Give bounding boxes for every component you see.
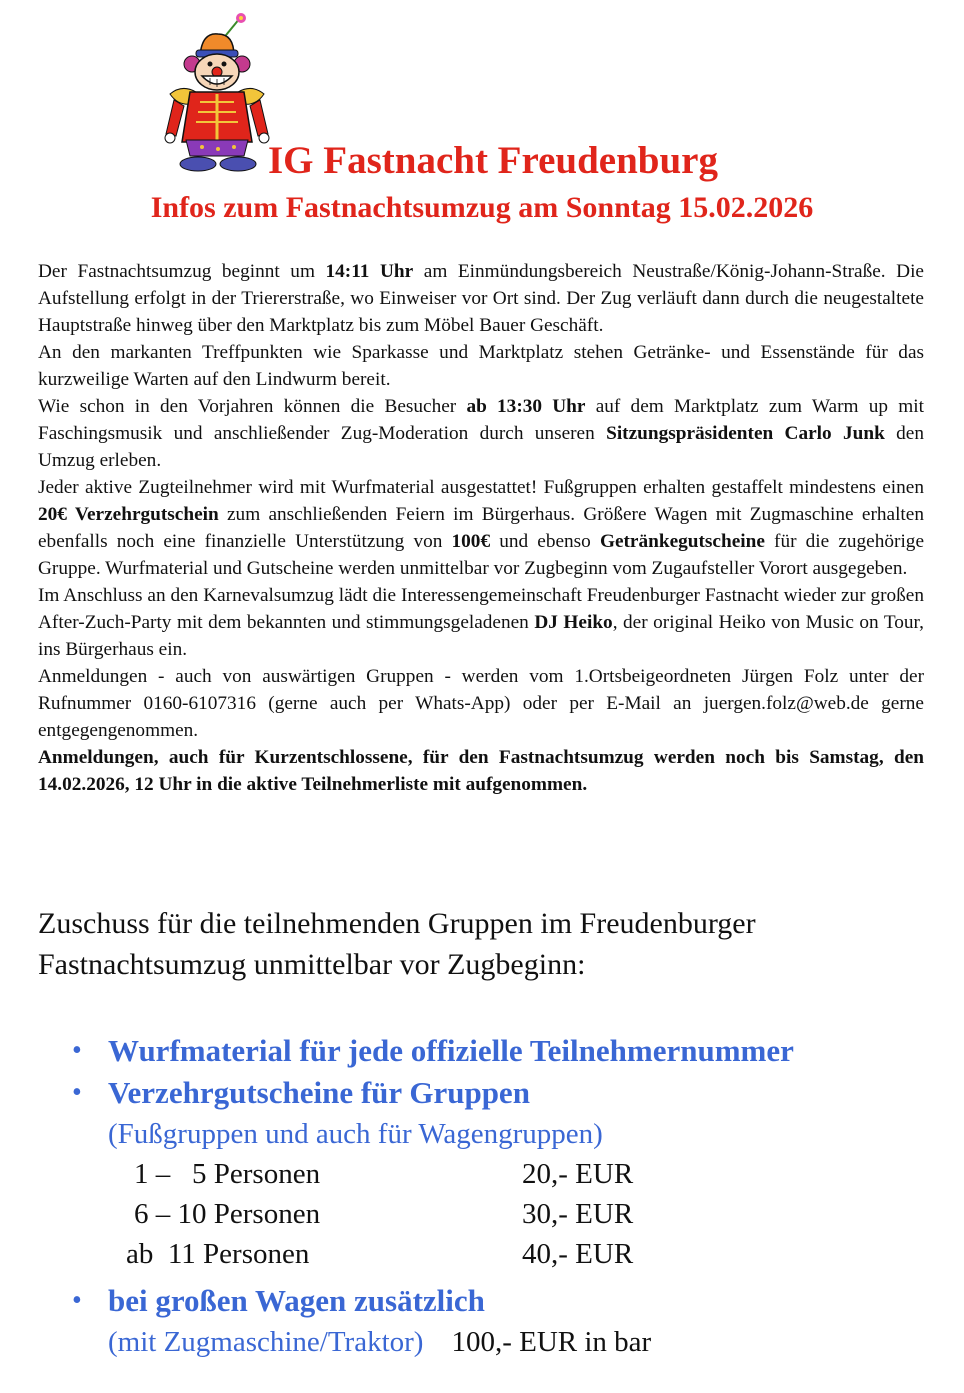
text-segment: zum anschließenden Feiern im Bürgerhaus. Größere Wagen mit Zugmaschine erhalten ebenfalls noch eine finanzielle Unterstützung von — [38, 504, 924, 552]
large-wagon-amount: 100,- EUR in bar — [451, 1326, 652, 1358]
text-segment: , der original Heiko von Music on Tour, ins Bürgerhaus ein. — [38, 612, 925, 660]
page-title: IG Fastnacht Freudenburg — [268, 139, 718, 182]
text-segment: Im Anschluss an den Karnevalsumzug lädt die Interessengemeinschaft Freudenburger Fastnacht wieder zur großen After-Zuch-Party mit dem bekannten und stimmungsgeladenen — [38, 585, 924, 633]
text-segment: Jeder aktive Zugteilnehmer wird mit Wurfmaterial ausgestattet! Fußgruppen erhalten gestaffelt mindestens einen — [38, 477, 924, 498]
text-segment: den Umzug erleben. — [38, 423, 924, 471]
price-amount: 40,- EUR — [522, 1238, 634, 1270]
paragraph-registration: Anmeldungen - auch von auswärtigen Gruppen - werden vom 1.Ortsbeigeordneten Jürgen Folz unter der Rufnummer 0160-6107316 (gerne auch per Whats-App) oder per E-Mail an juergen.folz@web.de gerne entgegengenommen. — [38, 666, 924, 741]
start-time: 14:11 Uhr — [325, 261, 414, 282]
subsidy-heading-line-2: Fastnachtsumzug unmittelbar vor Zugbeginn: — [38, 948, 586, 981]
paragraph-after-party — [38, 582, 924, 663]
price-row — [108, 1194, 952, 1234]
paragraph-participants — [38, 474, 924, 582]
text-segment: und ebenso — [490, 531, 600, 552]
bullet-icon: • — [72, 1035, 82, 1066]
text-segment: für die zugehörige Gruppe. Wurfmaterial und Gutscheine werden unmittelbar vor Zugbeginn vom Zugaufsteller Vorort ausgegeben. — [38, 531, 924, 579]
warmup-time: ab 13:30 Uhr — [466, 396, 586, 417]
moderator-name: Sitzungspräsidenten Carlo Junk — [606, 423, 885, 444]
price-amount: 30,- EUR — [522, 1198, 634, 1230]
benefits-list — [72, 1030, 952, 1362]
voucher-amount: 20€ Verzehrgutschein — [38, 504, 219, 525]
drink-vouchers: Getränkegutscheine — [599, 531, 765, 552]
price-label: ab 11 Personen — [126, 1238, 310, 1270]
price-row — [108, 1154, 952, 1194]
list-item — [72, 1280, 952, 1362]
large-wagon-row — [108, 1322, 952, 1362]
bullet-icon: • — [72, 1285, 82, 1316]
support-amount: 100€ — [451, 531, 491, 552]
list-item — [72, 1072, 952, 1274]
clown-mascot-illustration — [152, 10, 274, 174]
list-item — [72, 1030, 952, 1072]
paragraph-start-time — [38, 258, 924, 339]
text-segment: Der Fastnachtsumzug beginnt um — [38, 261, 326, 282]
paragraph-deadline — [38, 744, 924, 798]
text-segment: am Einmündungsbereich Neustraße/König-Johann-Straße. Die Aufstellung erfolgt in der Triererstraße, wo Einweiser vor Ort sind. Der Zug verläuft dann durch die neugestaltete Hauptstraße hinweg über den Marktplatz bis zum Möbel Bauer Geschäft. — [38, 261, 924, 336]
paragraph-refreshments: An den markanten Treffpunkten wie Sparkasse und Marktplatz stehen Getränke- und Essenstände für das kurzweilige Warten auf den Lindwurm bereit. — [38, 342, 924, 390]
price-row — [108, 1234, 952, 1274]
info-body — [38, 258, 924, 798]
large-wagon-note: (mit Zugmaschine/Traktor) — [108, 1326, 424, 1358]
page-subtitle: Infos zum Fastnachtsumzug am Sonntag 15.02.2026 — [150, 191, 814, 224]
deadline-text: Anmeldungen, auch für Kurzentschlossene, für den Fastnachtsumzug werden noch bis Samstag, den 14.02.2026, 12 Uhr in die aktive Teilnehmerliste mit aufgenommen. — [38, 747, 924, 795]
benefit-large-wagons: bei großen Wagen zusätzlich — [108, 1283, 485, 1318]
paragraph-warm-up — [38, 393, 924, 474]
subsidy-heading-line-1: Zuschuss für die teilnehmenden Gruppen im Freudenburger — [38, 907, 756, 940]
price-amount: 20,- EUR — [522, 1158, 634, 1190]
benefit-throw-material: Wurfmaterial für jede offizielle Teilnehmernummer — [108, 1033, 794, 1068]
bullet-icon: • — [72, 1077, 82, 1108]
benefit-food-vouchers-note: (Fußgruppen und auch für Wagengruppen) — [108, 1118, 603, 1150]
benefit-food-vouchers: Verzehrgutscheine für Gruppen — [108, 1075, 530, 1110]
dj-name: DJ Heiko — [534, 612, 613, 633]
text-segment: Wie schon in den Vorjahren können die Besucher — [38, 396, 467, 417]
price-label: 1 – 5 Personen — [134, 1158, 321, 1190]
subsidy-heading — [38, 903, 938, 985]
text-segment: auf dem Marktplatz zum Warm up mit Faschingsmusik und anschließender Zug-Moderation durch unseren — [38, 396, 924, 444]
price-label: 6 – 10 Personen — [134, 1198, 321, 1230]
